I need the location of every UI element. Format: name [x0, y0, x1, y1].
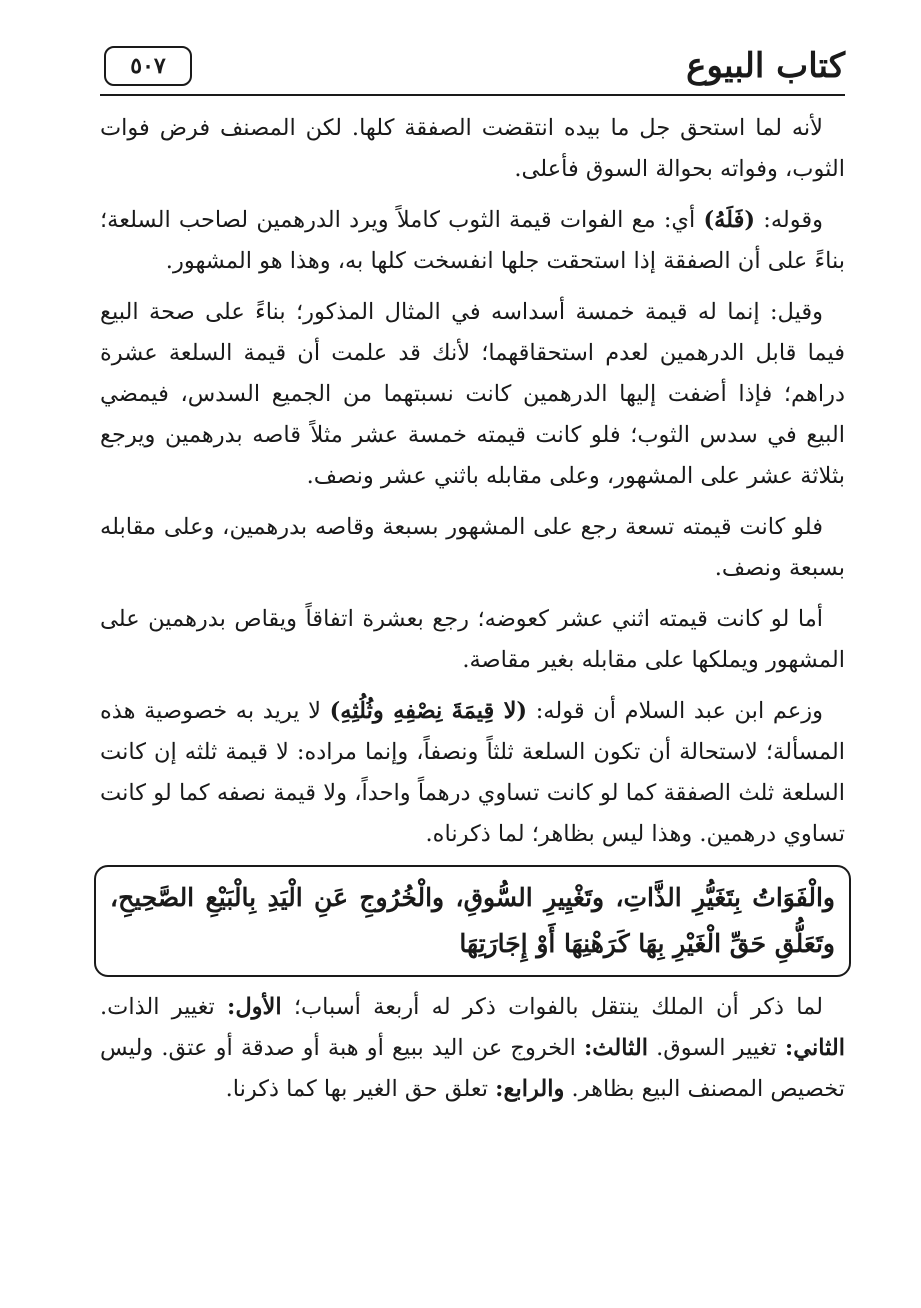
paragraph-2-text: وقوله:	[755, 207, 823, 233]
third-reason-text: الخروج عن اليد ببيع أو هبة أو صدقة أو عتق. وليس تخصيص المصنف البيع بظاهر.	[100, 1035, 845, 1102]
paragraph-3: وقيل: إنما له قيمة خمسة أسداسه في المثال المذكور؛ بناءً على صحة البيع فيما قابل الدرهمين لعدم استحقاقهما؛ لأنك قد علمت أن قيمة السلعة عشرة دراهم؛ فإذا أضفت إليها الدرهمين كانت نسبتهما من الجميع السدس، فيمضي البيع في سدس الثوب؛ فلو كانت قيمته خمسة عشر مثلاً قاصه بدرهمين ويرجع بثلاثة عشر على المشهور، وعلى مقابله باثني عشر ونصف.	[100, 299, 845, 489]
quoted-matn-term: (فَلَهُ)	[703, 207, 756, 233]
page-header	[100, 38, 845, 94]
page-number: ٥٠٧	[104, 46, 192, 86]
paragraph-7-text: لما ذكر أن الملك ينتقل بالفوات ذكر له أربعة أسباب؛	[281, 994, 823, 1020]
first-reason-text: تغيير الذات.	[100, 994, 228, 1020]
paragraph-5: أما لو كانت قيمته اثني عشر كعوضه؛ رجع بعشرة اتفاقاً ويقاص بدرهمين على المشهور ويملكها على مقابله بغير مقاصة.	[100, 606, 845, 673]
third-reason-label: الثالث:	[584, 1035, 649, 1061]
paragraph-6-text: وزعم ابن عبد السلام أن قوله:	[527, 698, 823, 724]
quoted-matn-term: (لا قِيمَةَ نِصْفِهِ وثُلُثِهِ)	[329, 698, 528, 724]
paragraph-6	[100, 691, 845, 855]
paragraph-6-continuation: لا يريد به خصوصية هذه المسألة؛ لاستحالة أن تكون السلعة ثلثاً ونصفاً، وإنما مراده: لا قيمة ثلثه إن كانت السلعة ثلث الصفقة كما لو كانت تساوي درهماً واحداً، ولا قيمة نصفه كما لو كانت تساوي درهمين. وهذا ليس بظاهر؛ لما ذكرناه.	[100, 698, 845, 847]
first-reason-label: الأول:	[227, 994, 282, 1020]
paragraph-2	[100, 200, 845, 282]
book-title: كتاب البيوع	[686, 46, 845, 86]
header-divider	[100, 94, 845, 96]
second-reason-label: الثاني:	[784, 1035, 845, 1061]
fourth-reason-text: تعلق حق الغير بها كما ذكرنا.	[225, 1076, 496, 1102]
paragraph-2-continuation: أي: مع الفوات قيمة الثوب كاملاً ويرد الدرهمين لصاحب السلعة؛ بناءً على أن الصفقة إذا استحقت جلها انفسخت كلها به، وهذا هو المشهور.	[100, 207, 845, 274]
paragraph-1: لأنه لما استحق جل ما بيده انتقضت الصفقة كلها. لكن المصنف فرض فوات الثوب، وفواته بحوالة السوق فأعلى.	[100, 115, 845, 182]
paragraph-4: فلو كانت قيمته تسعة رجع على المشهور بسبعة وقاصه بدرهمين، وعلى مقابله بسبعة ونصف.	[100, 514, 845, 581]
paragraph-7	[100, 987, 845, 1110]
second-reason-text: تغيير السوق.	[648, 1035, 785, 1061]
matn-text-box: والْفَوَاتُ بِتَغَيُّرِ الذَّاتِ، وتَغْيِيرِ السُّوقِ، والْخُرُوجِ عَنِ الْيَدِ بِالْبَيْعِ الصَّحِيحِ، وتَعَلُّقِ حَقِّ الْغَيْرِ بِهَا كَرَهْنِهَا أَوْ إِجَارَتِهَا	[94, 865, 851, 977]
fourth-reason-label: والرابع:	[495, 1076, 565, 1102]
body-text	[100, 108, 845, 1120]
